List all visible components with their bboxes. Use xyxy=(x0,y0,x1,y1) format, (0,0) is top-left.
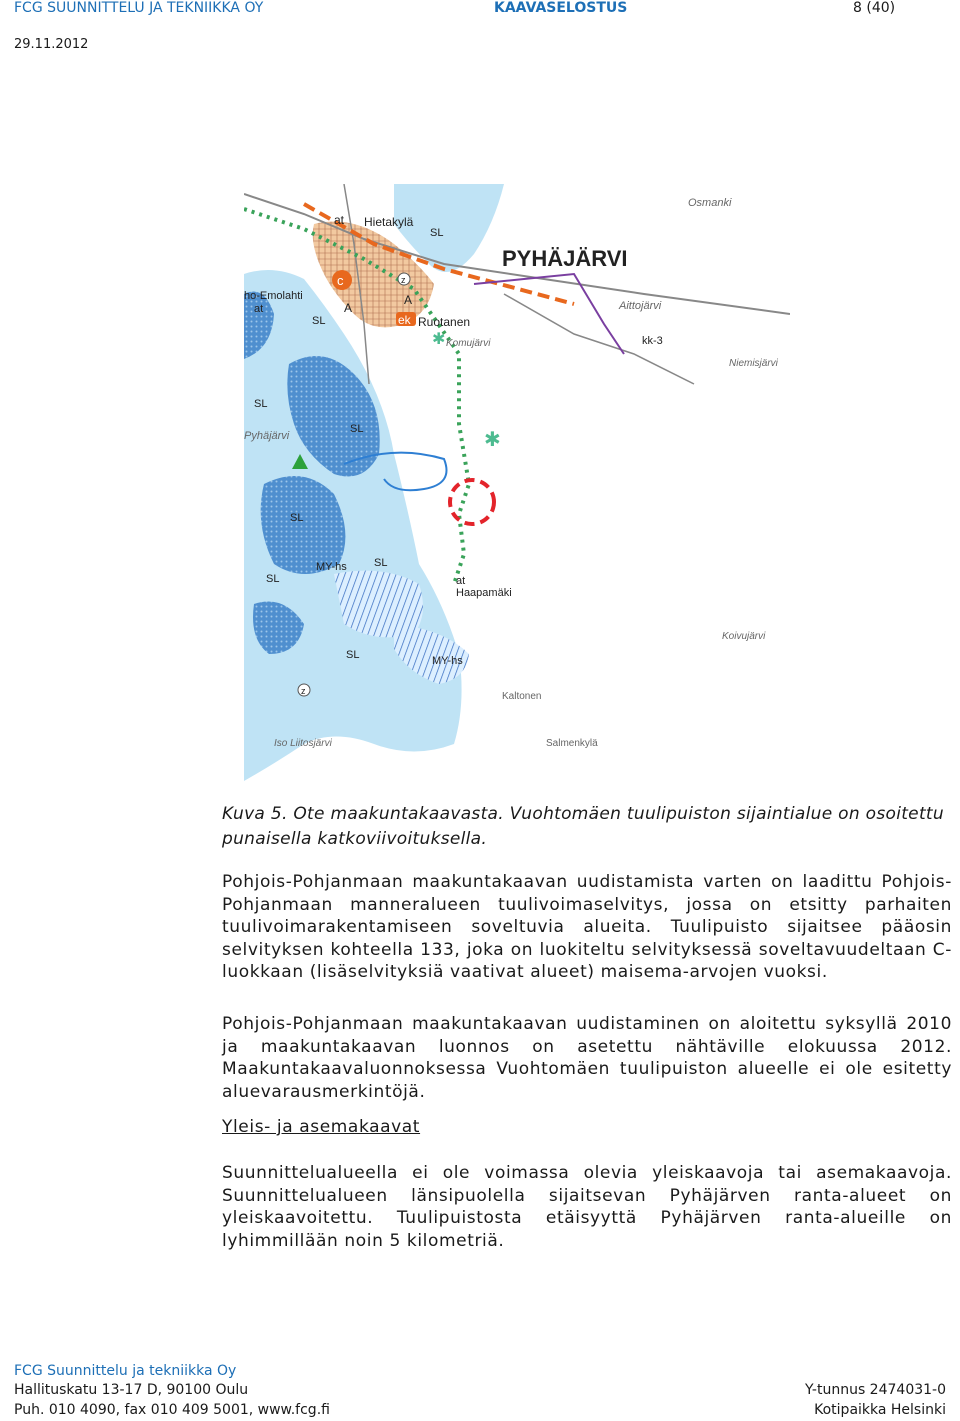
header-date: 29.11.2012 xyxy=(14,37,89,52)
map-label-myhs-1: MY-hs xyxy=(316,561,347,573)
map-label-a-1: A xyxy=(344,301,353,315)
map-label-koivujarvi: Koivujärvi xyxy=(722,631,766,642)
footer-business-id: Y-tunnus 2474031-0 xyxy=(805,1382,946,1398)
paragraph-1: Pohjois-Pohjanmaan maakuntakaavan uudistamista varten on laadittu Pohjois-Pohjanmaan manneralueen tuulivoimaselvitys, jossa on etsitty parhaiten tuulivoimarakentamiseen soveltuvia alueita. Tuulipuisto sijaitsee pääosin selvityksen kohteella 133, joka on luokiteltu selvityksessä soveltavuudeltaan C-luokkaan (lisäselvityksiä vaativat alueet) maisema-arvojen vuoksi. xyxy=(222,872,952,982)
paragraph-3: Suunnittelualueella ei ole voimassa olevia yleiskaavoja tai asemakaavoja. Suunnittelualueen länsipuolella sijaitsevan Pyhäjärven ranta-alueet on yleiskaavoitettu. Tuulipuistosta etäisyyttä Pyhäjärven ranta-alueille on lyhimmillään noin 5 kilometriä. xyxy=(222,1163,952,1251)
map-label-lake: Pyhäjärvi xyxy=(244,430,290,442)
map-label-niemisjarvi: Niemisjärvi xyxy=(729,358,778,369)
map-label-sl-6: SL xyxy=(266,573,280,585)
footer-contact-line xyxy=(14,1402,946,1418)
header-page-number: 8 (40) xyxy=(853,0,896,16)
map-label-salmenkyla: Salmenkylä xyxy=(546,738,598,749)
map-label-sl-5: SL xyxy=(290,512,304,524)
map-label-aittojarvi: Aittojärvi xyxy=(619,300,662,312)
header-company: FCG SUUNNITTELU JA TEKNIIKKA OY xyxy=(14,0,264,16)
map-label-sl-1: SL xyxy=(430,227,444,239)
map-label-sl-8: SL xyxy=(346,649,360,661)
paragraph-2: Pohjois-Pohjanmaan maakuntakaavan uudistaminen on aloitettu syksyllä 2010 ja maakuntakaavan luonnos on asetettu nähtäville elokuussa 2012. Maakuntakaavaluonnoksessa Vuohtomäen tuulipuiston alueelle ei ole esitetty aluevarausmerkintöjä. xyxy=(222,1014,952,1102)
map-label-sl-4: SL xyxy=(350,423,364,435)
footer-company: FCG Suunnittelu ja tekniikka Oy xyxy=(14,1363,237,1379)
map-label-hietakyla: Hietakylä xyxy=(364,215,414,229)
svg-text:✱: ✱ xyxy=(432,331,446,348)
footer-contact: Puh. 010 4090, fax 010 409 5001, www.fcg.fi xyxy=(14,1402,330,1418)
map-label-kaltonen: Kaltonen xyxy=(502,691,542,702)
map-label-sl-3: SL xyxy=(254,398,268,410)
map-label-at-2: at xyxy=(254,303,264,315)
header-doc-title: KAAVASELOSTUS xyxy=(494,0,628,16)
map-label-a-2: A xyxy=(404,293,413,307)
page-header xyxy=(0,0,960,60)
section-heading: Yleis- ja asemakaavat xyxy=(222,1117,421,1137)
regional-plan-map xyxy=(244,184,790,781)
map-label-ruotanen: Ruotanen xyxy=(418,315,471,329)
map-label-at-3: at xyxy=(456,575,466,587)
map-label-emolahti: ho-Emolahti xyxy=(244,290,303,302)
map-label-myhs-2: MY-hs xyxy=(432,655,463,667)
map-label-z-1: z xyxy=(401,275,406,285)
svg-text:✱: ✱ xyxy=(484,429,501,451)
map-canvas xyxy=(244,184,790,781)
map-label-komujarvi: Komujärvi xyxy=(446,338,491,349)
footer-address-line xyxy=(14,1382,946,1398)
footer-company-line xyxy=(14,1363,946,1379)
map-label-kk3: kk-3 xyxy=(642,335,663,347)
map-label-town: PYHÄJÄRVI xyxy=(502,246,628,271)
map-label-c: c xyxy=(337,273,344,288)
map-label-iso-liitosjarvi: Iso Liitosjärvi xyxy=(274,738,332,749)
map-label-ek: ek xyxy=(398,313,411,327)
map-label-sl-7: SL xyxy=(374,557,388,569)
footer-domicile: Kotipaikka Helsinki xyxy=(814,1402,946,1418)
map-label-sl-2: SL xyxy=(312,315,326,327)
footer-address: Hallituskatu 13-17 D, 90100 Oulu xyxy=(14,1382,249,1398)
map-label-haapamaki: Haapamäki xyxy=(456,587,512,599)
map-label-at-1: at xyxy=(334,213,345,227)
map-label-z-2: z xyxy=(301,686,306,696)
figure-caption: Kuva 5. Ote maakuntakaavasta. Vuohtomäen tuulipuiston sijaintialue on osoitettu punaisella katkoviivoituksella. xyxy=(222,804,944,849)
map-label-osmanki: Osmanki xyxy=(688,197,732,209)
